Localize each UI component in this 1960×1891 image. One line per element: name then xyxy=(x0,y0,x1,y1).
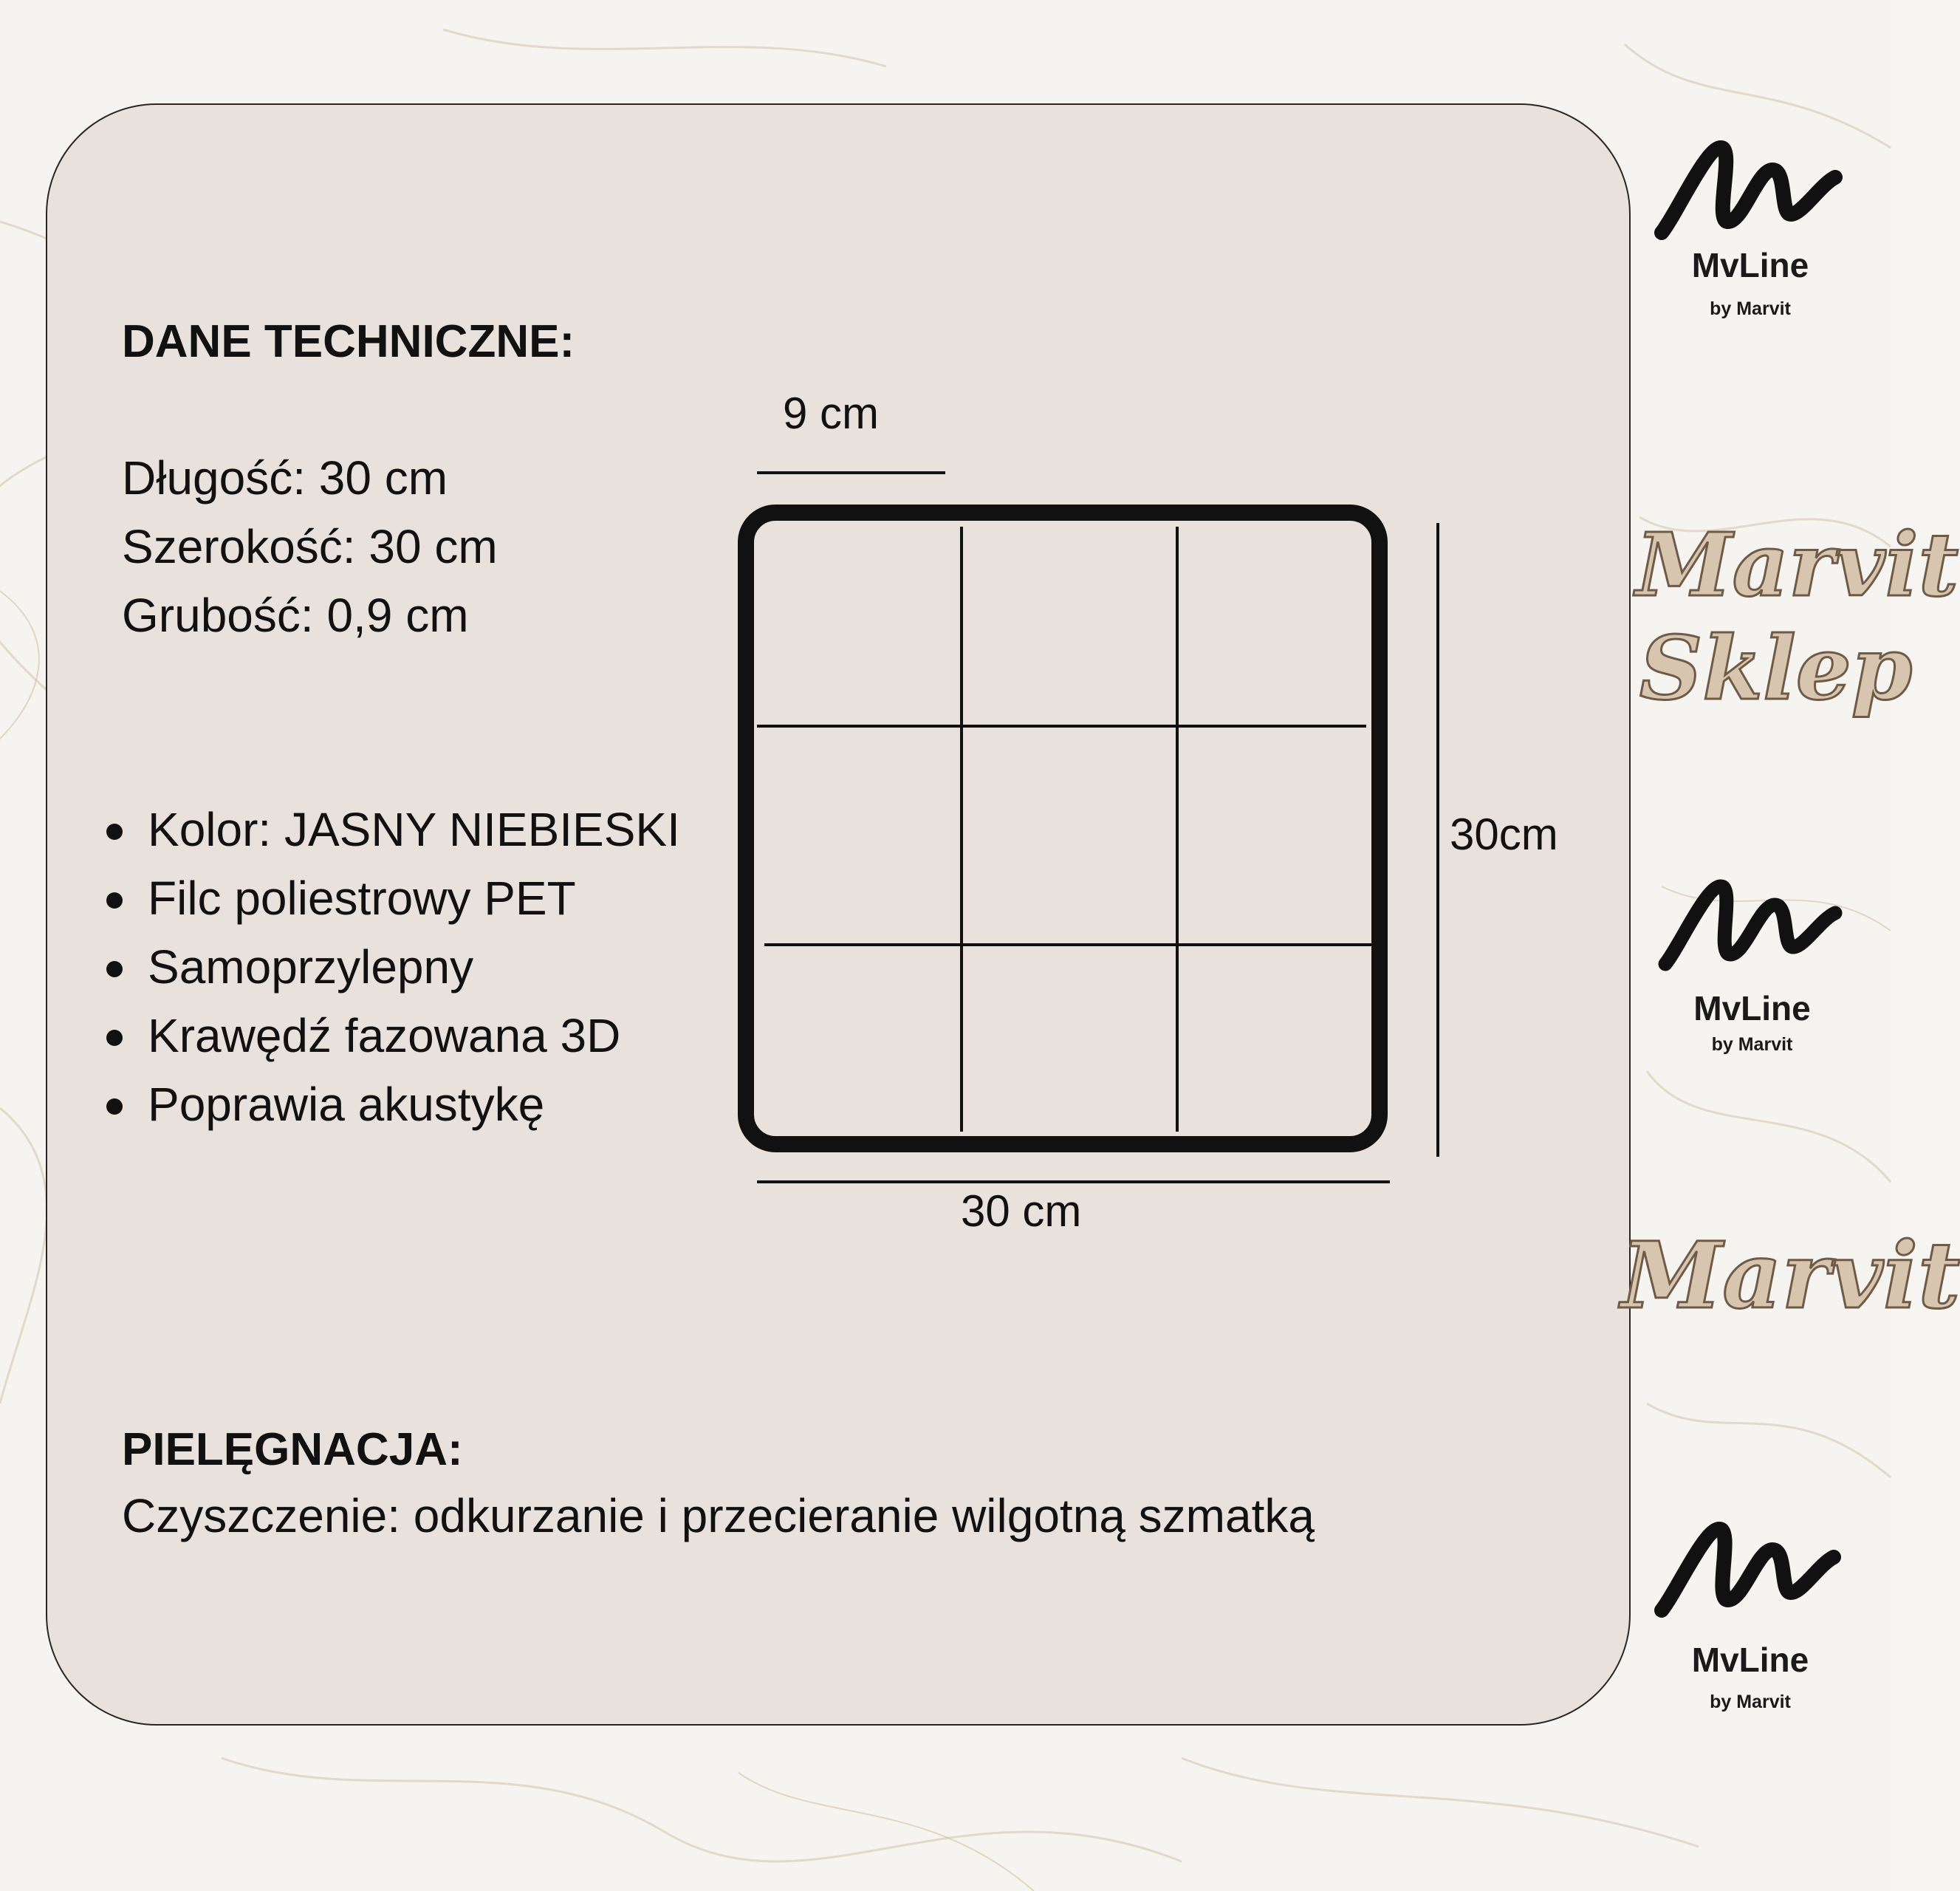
top-dimension-label: 9 cm xyxy=(783,389,880,438)
feature-item-material: Filc poliestrowy PET xyxy=(103,864,680,933)
sklep-script: Sklep xyxy=(1639,617,1913,719)
mvline-logo-icon xyxy=(1654,1514,1850,1629)
care-text: Czyszczenie: odkurzanie i przecieranie wilgotną szmatką xyxy=(122,1489,1315,1542)
logo-sub-3: by Marvit xyxy=(1710,1692,1791,1712)
panel-outline xyxy=(746,513,1380,1144)
marvit-script-1: Marvit xyxy=(1636,513,1959,616)
care-heading: PIELĘGNACJA: xyxy=(122,1424,463,1475)
width-spec: Szerokość: 30 cm xyxy=(122,520,498,573)
logo-name-3: MvLine xyxy=(1691,1641,1809,1679)
right-dimension-label: 30cm xyxy=(1450,810,1558,859)
logo-sub-2: by Marvit xyxy=(1711,1034,1793,1055)
marvit-script-2: Marvit xyxy=(1621,1223,1960,1330)
feature-item-adhesive: Samoprzylepny xyxy=(103,933,680,1002)
logo-sub-1: by Marvit xyxy=(1710,298,1791,319)
logo-name-1: MvLine xyxy=(1691,246,1809,284)
feature-item-color: Kolor: JASNY NIEBIESKI xyxy=(103,796,680,864)
feature-item-edge: Krawędź fazowana 3D xyxy=(103,1002,680,1070)
mvline-logo-icon xyxy=(1654,133,1854,251)
mvline-logo-icon xyxy=(1658,872,1850,982)
technical-heading: DANE TECHNICZNE: xyxy=(122,316,575,367)
bottom-dimension-label: 30 cm xyxy=(961,1186,1082,1236)
panel-grid-lines xyxy=(757,527,1372,1132)
logo-name-2: MvLine xyxy=(1693,989,1811,1027)
feature-item-acoustics: Poprawia akustykę xyxy=(103,1070,680,1139)
thickness-spec: Grubość: 0,9 cm xyxy=(122,589,469,642)
length-spec: Długość: 30 cm xyxy=(122,451,448,505)
